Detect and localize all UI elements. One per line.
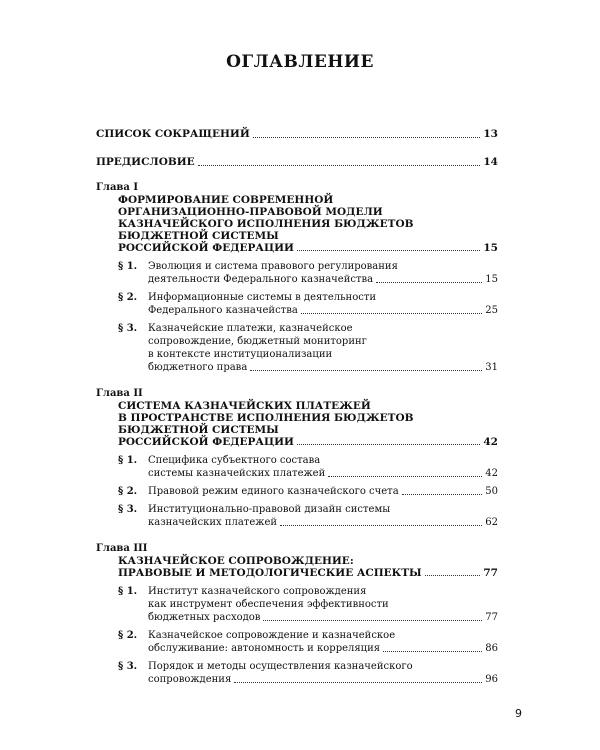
- toc-entry-page: 13: [483, 128, 498, 140]
- chapter-title-line: СИСТЕМА КАЗНАЧЕЙСКИХ ПЛАТЕЖЕЙ: [118, 400, 371, 412]
- dot-leader: [301, 313, 482, 314]
- chapter-title-last-row: [118, 436, 498, 448]
- section-number: § 1.: [118, 586, 138, 597]
- dot-leader: [425, 575, 481, 576]
- chapter-2: [96, 388, 498, 529]
- section-title-line: Эволюция и система правового регулирования: [148, 261, 398, 272]
- section-last-row: [148, 304, 498, 317]
- toc-entry-preface[interactable]: [96, 156, 498, 169]
- section-last-row: [148, 516, 498, 529]
- dot-leader: [297, 250, 480, 251]
- toc-entry-page: 14: [483, 156, 498, 168]
- table-of-contents: [96, 128, 498, 686]
- section-title-line: Казначейские платежи, казначейское: [148, 323, 353, 334]
- section-last-row: [148, 467, 498, 480]
- dot-leader: [253, 137, 481, 138]
- dot-leader: [328, 476, 482, 477]
- chapter-title-line: КАЗНАЧЕЙСКОГО ИСПОЛНЕНИЯ БЮДЖЕТОВ: [118, 218, 414, 230]
- section-number: § 1.: [118, 455, 138, 466]
- section-title-line: сопровождение, бюджетный мониторинг: [148, 336, 367, 347]
- dot-leader: [376, 282, 482, 283]
- chapter-title-line: ПРАВОВЫЕ И МЕТОДОЛОГИЧЕСКИЕ АСПЕКТЫ: [118, 567, 422, 579]
- section-last-row: [148, 361, 498, 374]
- dot-leader: [280, 525, 482, 526]
- dot-leader: [263, 620, 482, 621]
- chapter-title-last-row: [118, 567, 498, 579]
- chapter-title[interactable]: [96, 194, 498, 254]
- toc-entry-page: 42: [485, 468, 498, 479]
- chapter-label: Глава II: [96, 388, 143, 399]
- section-title-line: казначейских платежей: [148, 517, 278, 528]
- section-title-line: бюджетного права: [148, 362, 248, 373]
- toc-entry-label: ПРЕДИСЛОВИЕ: [96, 156, 195, 168]
- toc-entry-page: 86: [485, 643, 498, 654]
- toc-entry-page: 25: [485, 305, 498, 316]
- toc-section-entry[interactable]: [96, 322, 498, 374]
- toc-section-entry[interactable]: [96, 660, 498, 686]
- section-title-line: деятельности Федерального казначейства: [148, 274, 374, 285]
- section-title-line: Федерального казначейства: [148, 305, 298, 316]
- toc-section-entry[interactable]: [96, 503, 498, 529]
- chapter-title[interactable]: [96, 555, 498, 579]
- chapter-title-line: БЮДЖЕТНОЙ СИСТЕМЫ: [118, 230, 279, 242]
- dot-leader: [250, 370, 482, 371]
- toc-section-entry[interactable]: [96, 260, 498, 286]
- toc-entry-page: 77: [483, 567, 498, 579]
- section-last-row: [148, 642, 498, 655]
- chapter-label: Глава I: [96, 182, 139, 193]
- chapter-title-line: ФОРМИРОВАНИЕ СОВРЕМЕННОЙ: [118, 194, 334, 206]
- section-title-line: Казначейское сопровождение и казначейское: [148, 630, 396, 641]
- chapter-title-line: В ПРОСТРАНСТВЕ ИСПОЛНЕНИЯ БЮДЖЕТОВ: [118, 412, 414, 424]
- section-title-line: Институционально-правовой дизайн системы: [148, 504, 391, 515]
- toc-entry-page: 50: [485, 486, 498, 497]
- chapter-title[interactable]: [96, 400, 498, 448]
- section-title-line: сопровождения: [148, 674, 232, 685]
- toc-entry-page: 15: [483, 242, 498, 254]
- dot-leader: [234, 682, 482, 683]
- section-title-line: Институт казначейского сопровождения: [148, 586, 367, 597]
- section-title-line: Специфика субъектного состава: [148, 455, 321, 466]
- toc-entry-label: СПИСОК СОКРАЩЕНИЙ: [96, 128, 250, 140]
- toc-section-entry[interactable]: [96, 585, 498, 624]
- toc-section-entry[interactable]: [96, 629, 498, 655]
- chapter-1: [96, 182, 498, 374]
- section-last-row: [148, 673, 498, 686]
- section-number: § 3.: [118, 504, 138, 515]
- section-number: § 3.: [118, 661, 138, 672]
- section-number: § 2.: [118, 630, 138, 641]
- toc-entry-page: 96: [485, 674, 498, 685]
- toc-section-entry[interactable]: [96, 485, 498, 498]
- chapter-title-line: РОССИЙСКОЙ ФЕДЕРАЦИИ: [118, 436, 294, 448]
- chapter-title-last-row: [118, 242, 498, 254]
- section-last-row: [148, 611, 498, 624]
- chapter-title-line: БЮДЖЕТНОЙ СИСТЕМЫ: [118, 424, 279, 436]
- toc-entry-page: 77: [485, 612, 498, 623]
- section-number: § 2.: [118, 292, 138, 303]
- chapter-3: [96, 543, 498, 686]
- dot-leader: [198, 165, 481, 166]
- section-title-line: системы казначейских платежей: [148, 468, 326, 479]
- section-number: § 2.: [118, 486, 138, 497]
- chapter-title-line: ОРГАНИЗАЦИОННО-ПРАВОВОЙ МОДЕЛИ: [118, 206, 383, 218]
- chapter-title-line: РОССИЙСКОЙ ФЕДЕРАЦИИ: [118, 242, 294, 254]
- page-title: ОГЛАВЛЕНИЕ: [226, 52, 374, 72]
- toc-entry-page: 62: [485, 517, 498, 528]
- section-title-line: Порядок и методы осуществления казначейского: [148, 661, 413, 672]
- toc-entry-page: 15: [485, 274, 498, 285]
- toc-section-entry[interactable]: [96, 454, 498, 480]
- toc-entry-abbreviations[interactable]: [96, 128, 498, 141]
- section-title-line: Информационные системы в деятельности: [148, 292, 377, 303]
- page-number: 9: [515, 707, 522, 720]
- dot-leader: [402, 494, 483, 495]
- section-title-line: бюджетных расходов: [148, 612, 261, 623]
- toc-section-entry[interactable]: [96, 291, 498, 317]
- chapter-label: Глава III: [96, 543, 148, 554]
- section-title-line: как инструмент обеспечения эффективности: [148, 599, 389, 610]
- chapter-title-line: КАЗНАЧЕЙСКОЕ СОПРОВОЖДЕНИЕ:: [118, 555, 354, 567]
- section-title-line: Правовой режим единого казначейского счета: [148, 486, 399, 497]
- section-title-line: в контексте институционализации: [148, 349, 333, 360]
- dot-leader: [297, 444, 480, 445]
- section-number: § 3.: [118, 323, 138, 334]
- toc-entry-page: 42: [483, 436, 498, 448]
- section-title-line: обслуживание: автономность и корреляция: [148, 643, 381, 654]
- section-last-row: [148, 273, 498, 286]
- section-number: § 1.: [118, 261, 138, 272]
- section-last-row: [148, 485, 498, 498]
- dot-leader: [383, 651, 482, 652]
- toc-entry-page: 31: [485, 362, 498, 373]
